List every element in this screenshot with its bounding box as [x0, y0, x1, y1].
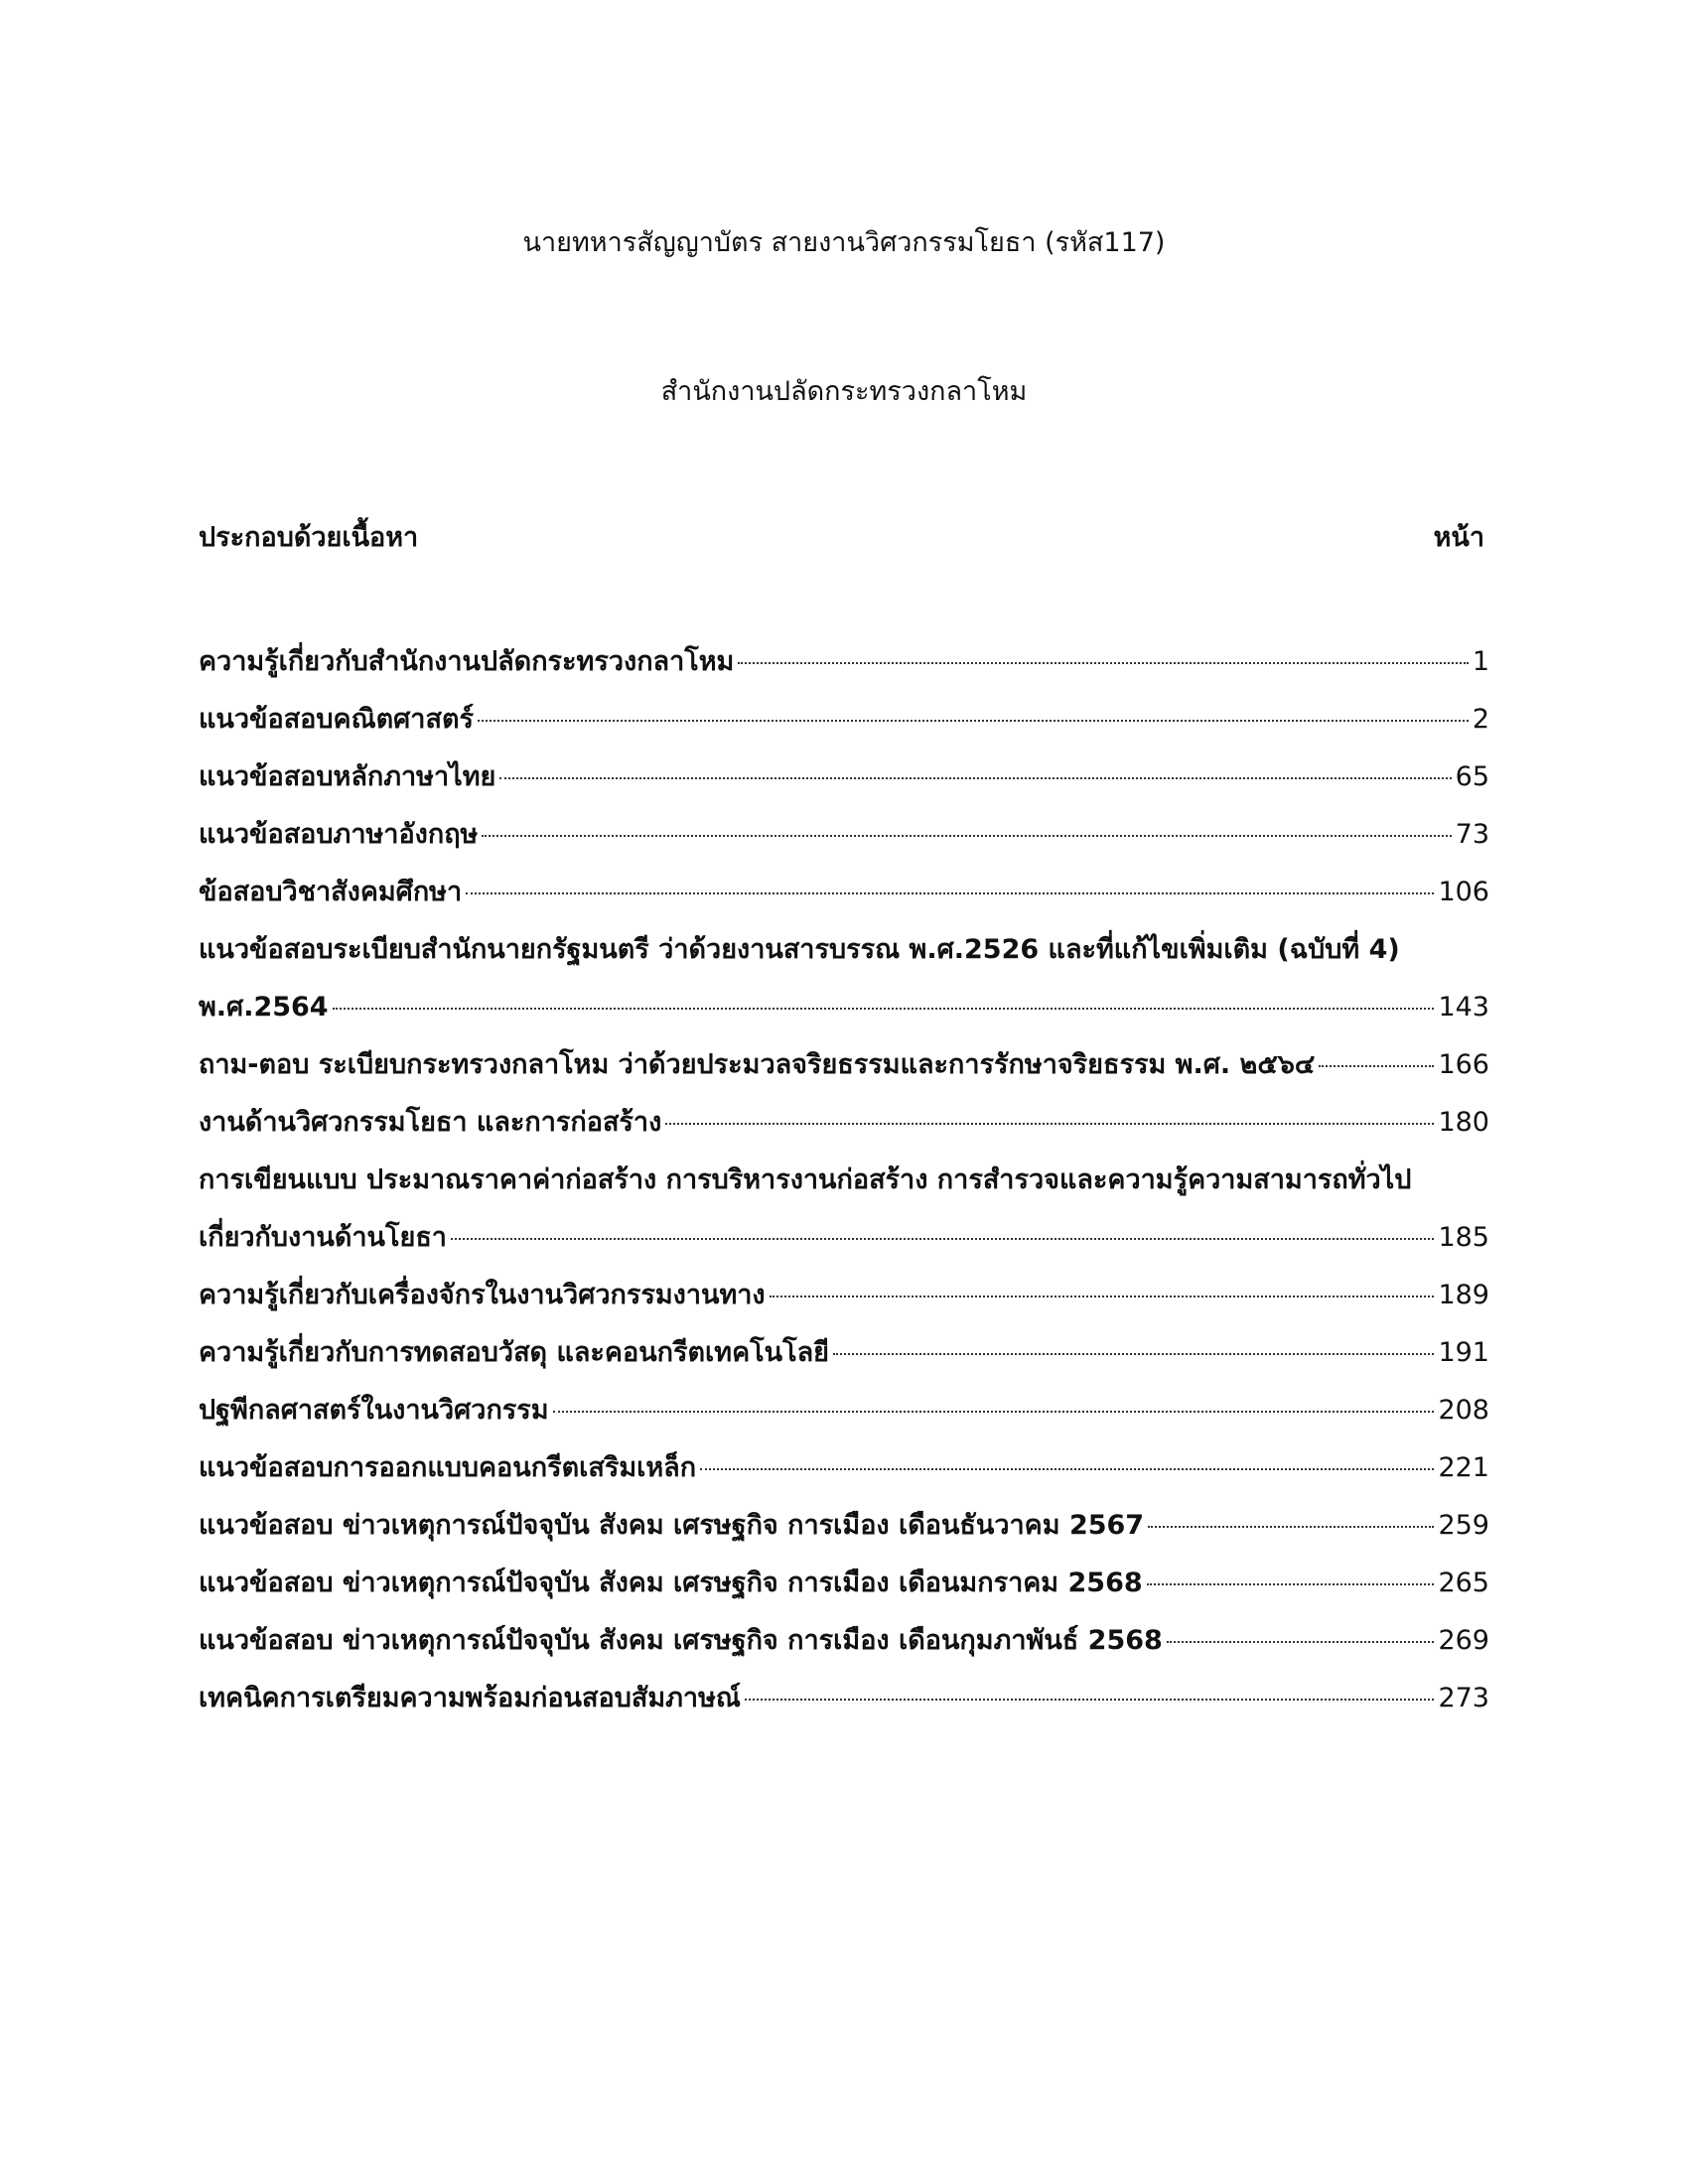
- dot-leader: [482, 835, 1451, 837]
- toc-entry-page: 208: [1438, 1395, 1489, 1426]
- toc-entry[interactable]: [199, 1439, 1489, 1497]
- toc-entry-prefix: แนวข้อสอบระเบียบสำนักนายกรัฐมนตรี ว่าด้วยงานสารบรรณ พ.ศ.2526 และที่แก้ไขเพิ่มเติม (ฉบับที่ 4): [199, 934, 1400, 965]
- toc-entry[interactable]: [199, 1152, 1489, 1267]
- toc-entry-title: พ.ศ.2564: [199, 992, 329, 1023]
- toc-entry-prefix: การเขียนแบบ ประมาณราคาค่าก่อสร้าง การบริหารงานก่อสร้าง การสำรวจและความรู้ความสามารถทั่วไป: [199, 1164, 1412, 1195]
- toc-entry-title: แนวข้อสอบ ข่าวเหตุการณ์ปัจจุบัน สังคม เศรษฐกิจ การเมือง เดือนธันวาคม 2567: [199, 1510, 1145, 1541]
- toc-entry[interactable]: [199, 806, 1489, 864]
- toc-entry-title: เกี่ยวกับงานด้านโยธา: [199, 1222, 447, 1253]
- toc-entry[interactable]: [199, 1555, 1489, 1612]
- toc-entry-page: 143: [1438, 992, 1489, 1023]
- toc-entry-page: 273: [1438, 1683, 1489, 1713]
- toc-entry[interactable]: [199, 1382, 1489, 1439]
- toc-entry-title: แนวข้อสอบ ข่าวเหตุการณ์ปัจจุบัน สังคม เศรษฐกิจ การเมือง เดือนกุมภาพันธ์ 2568: [199, 1625, 1163, 1656]
- dot-leader: [665, 1123, 1434, 1125]
- toc-entry-page: 189: [1438, 1280, 1489, 1310]
- toc-entry[interactable]: [199, 1497, 1489, 1555]
- toc-entry-page: 185: [1438, 1222, 1489, 1253]
- dot-leader: [770, 1296, 1435, 1297]
- toc-entry-title: แนวข้อสอบคณิตศาสตร์: [199, 704, 474, 735]
- toc-entry-title: ปฐพีกลศาสตร์ในงานวิศวกรรม: [199, 1395, 549, 1426]
- toc-entry-title: เทคนิคการเตรียมความพร้อมก่อนสอบสัมภาษณ์: [199, 1683, 741, 1713]
- dot-leader: [1148, 1526, 1434, 1528]
- contents-header: [199, 518, 1484, 558]
- document-subtitle: สำนักงานปลัดกระทรวงกลาโหม: [660, 376, 1028, 407]
- toc-entry-title: ความรู้เกี่ยวกับการทดสอบวัสดุ และคอนกรีตเทคโนโลยี: [199, 1337, 829, 1368]
- toc-entry-page: 191: [1438, 1337, 1489, 1368]
- toc-entry-page: 65: [1455, 761, 1489, 792]
- toc-entry-title: ถาม-ตอบ ระเบียบกระทรวงกลาโหม ว่าด้วยประมวลจริยธรรมและการรักษาจริยธรรม พ.ศ. ๒๕๖๔: [199, 1049, 1316, 1080]
- toc-entry-page: 2: [1472, 704, 1489, 735]
- toc-entry-page: 180: [1438, 1107, 1489, 1138]
- dot-leader: [553, 1411, 1435, 1413]
- toc-entry[interactable]: [199, 1670, 1489, 1727]
- toc-entry-title: แนวข้อสอบ ข่าวเหตุการณ์ปัจจุบัน สังคม เศรษฐกิจ การเมือง เดือนมกราคม 2568: [199, 1568, 1143, 1598]
- toc-entry-page: 106: [1438, 877, 1489, 907]
- toc-entry-title: งานด้านวิศวกรรมโยธา และการก่อสร้าง: [199, 1107, 662, 1138]
- toc-entry-title: แนวข้อสอบการออกแบบคอนกรีตเสริมเหล็ก: [199, 1452, 697, 1483]
- toc-entry[interactable]: [199, 1094, 1489, 1152]
- toc-entry-title: ความรู้เกี่ยวกับสำนักงานปลัดกระทรวงกลาโหม: [199, 646, 735, 677]
- toc-entry[interactable]: [199, 633, 1489, 691]
- document-title: นายทหารสัญญาบัตร สายงานวิศวกรรมโยธา (รหัส117): [522, 227, 1166, 258]
- dot-leader: [1167, 1641, 1435, 1643]
- toc-entry[interactable]: [199, 1324, 1489, 1382]
- toc-entry[interactable]: [199, 1267, 1489, 1324]
- toc-entry-page: 265: [1438, 1568, 1489, 1598]
- toc-entry-page: 166: [1438, 1049, 1489, 1080]
- dot-leader: [499, 777, 1451, 779]
- toc-entry-title: ความรู้เกี่ยวกับเครื่องจักรในงานวิศวกรรมงานทาง: [199, 1280, 766, 1310]
- table-of-contents: [199, 633, 1489, 1727]
- toc-entry-page: 221: [1438, 1452, 1489, 1483]
- toc-entry[interactable]: [199, 749, 1489, 806]
- toc-entry-page: 1: [1472, 646, 1489, 677]
- dot-leader: [700, 1468, 1434, 1470]
- dot-leader: [1147, 1583, 1435, 1585]
- dot-leader: [738, 662, 1468, 664]
- toc-entry[interactable]: [199, 864, 1489, 921]
- dot-leader: [466, 892, 1434, 894]
- toc-entry-page: 73: [1455, 819, 1489, 850]
- dot-leader: [745, 1699, 1435, 1701]
- toc-entry-page: 269: [1438, 1625, 1489, 1656]
- toc-entry-title: ข้อสอบวิชาสังคมศึกษา: [199, 877, 463, 907]
- dot-leader: [333, 1008, 1435, 1010]
- toc-entry-title: แนวข้อสอบภาษาอังกฤษ: [199, 819, 479, 850]
- toc-entry-title: แนวข้อสอบหลักภาษาไทย: [199, 761, 496, 792]
- dot-leader: [451, 1238, 1434, 1240]
- toc-entry[interactable]: [199, 1036, 1489, 1094]
- dot-leader: [833, 1353, 1434, 1355]
- contents-label: ประกอบด้วยเนื้อหา: [199, 522, 419, 553]
- toc-entry[interactable]: [199, 1612, 1489, 1670]
- page-column-label: หน้า: [1433, 522, 1484, 553]
- toc-entry[interactable]: [199, 691, 1489, 749]
- toc-entry[interactable]: [199, 921, 1489, 1036]
- dot-leader: [478, 720, 1469, 722]
- toc-entry-page: 259: [1438, 1510, 1489, 1541]
- dot-leader: [1319, 1065, 1434, 1067]
